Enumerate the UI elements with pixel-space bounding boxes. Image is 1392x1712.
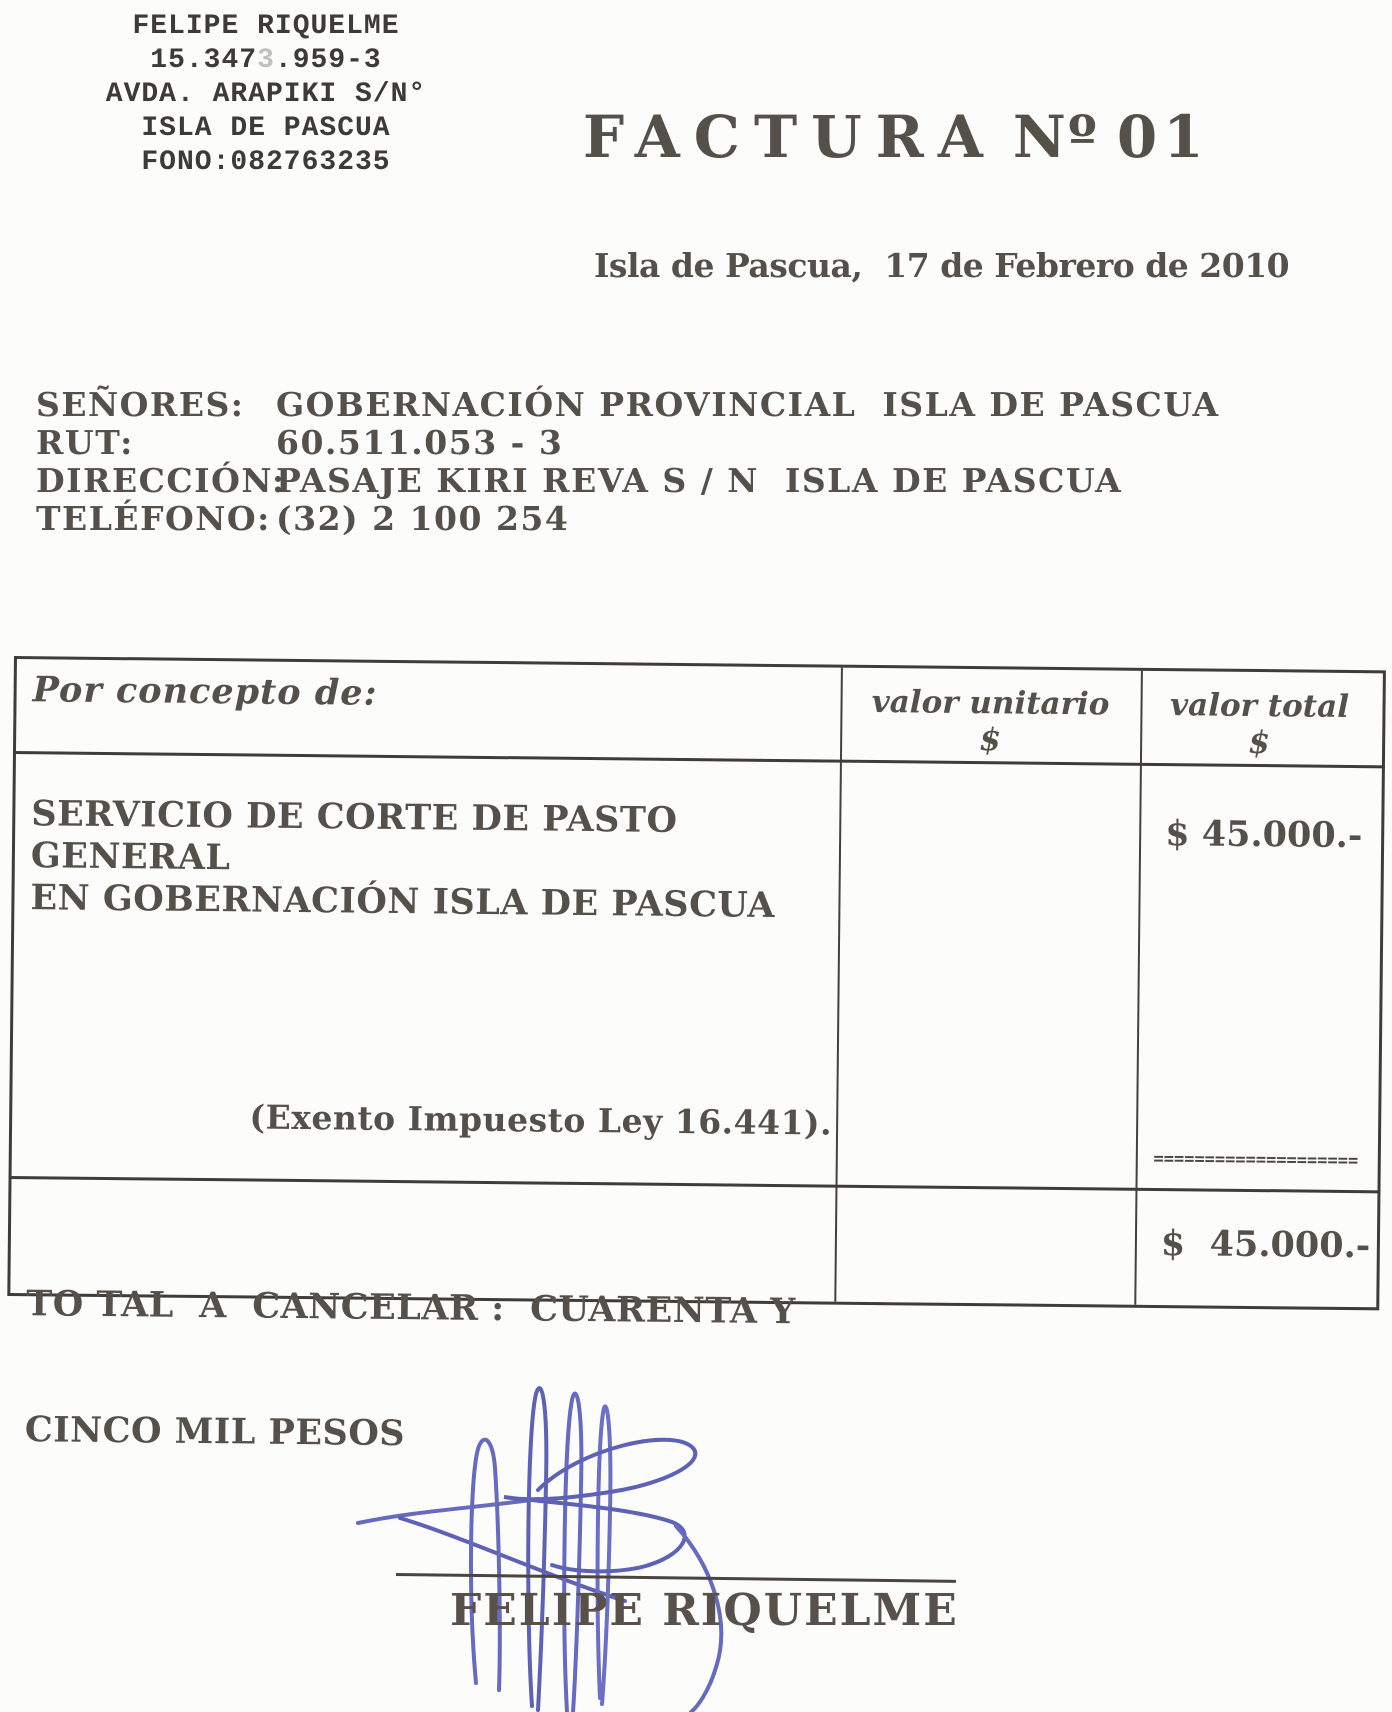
total-unit-value	[837, 1220, 1133, 1223]
supplier-phone: FONO:082763235	[141, 147, 391, 178]
invoice-title	[583, 103, 1210, 171]
header-concept: Por concepto de:	[32, 669, 378, 714]
item-description-line2: EN GOBERNACIÓN ISLA DE PASCUA	[30, 877, 776, 926]
invoice-number: 01	[1116, 103, 1210, 171]
client-row-senores	[36, 385, 1220, 424]
client-label: TELÉFONO:	[36, 499, 271, 538]
concept-table	[7, 656, 1386, 1455]
client-row-telefono	[36, 499, 1220, 538]
column-divider-2	[1134, 671, 1143, 1305]
client-row-direccion	[36, 461, 1220, 500]
client-row-rut	[36, 423, 1220, 462]
header-total-label: valor total	[1169, 687, 1350, 725]
total-amount: $ 45.000.-	[1160, 1223, 1371, 1267]
column-divider-1	[834, 668, 843, 1302]
total-label-line1: TO TAL A CANCELAR : CUARENTA Y	[26, 1283, 796, 1333]
client-label: RUT:	[36, 423, 134, 462]
client-value: PASAJE KIRI REVA S / N ISLA DE PASCUA	[276, 461, 1123, 500]
item-description	[30, 793, 841, 927]
client-value: 60.511.053 - 3	[276, 423, 564, 462]
signature-name: FELIPE RIQUELME	[450, 1585, 959, 1636]
total-row-divider	[9, 1176, 1381, 1193]
supplier-address: AVDA. ARAPIKI S/N°	[105, 79, 427, 110]
client-value: GOBERNACIÓN PROVINCIAL ISLA DE PASCUA	[276, 385, 1220, 424]
supplier-letterhead	[84, 10, 448, 180]
item-description-line1: SERVICIO DE CORTE DE PASTO GENERAL	[30, 793, 678, 879]
client-block	[36, 385, 1220, 540]
item-unit-value	[841, 810, 1137, 813]
invoice-number-sign: Nº	[1012, 103, 1099, 171]
header-total-symbol: $	[1248, 724, 1271, 762]
header-total-value	[1142, 687, 1377, 763]
header-unit-label: valor unitario	[871, 683, 1110, 723]
total-underline-dashes: ====================	[1153, 1148, 1359, 1172]
supplier-rut: 15.3473.959-3	[150, 45, 382, 76]
client-value: (32) 2 100 254	[276, 499, 570, 538]
invoice-date: Isla de Pascua, 17 de Febrero de 2010	[594, 246, 1290, 285]
total-label-line2: CINCO MIL PESOS	[24, 1409, 406, 1455]
item-total-value: $ 45.000.-	[1164, 813, 1363, 857]
invoice-title-word: FACTURA	[583, 103, 997, 171]
supplier-city: ISLA DE PASCUA	[141, 113, 391, 144]
client-label: DIRECCIÓN:	[36, 461, 286, 500]
tax-exempt-note: (Exento Impuesto Ley 16.441).	[249, 1097, 833, 1143]
header-unit-symbol: $	[979, 722, 1002, 759]
supplier-name: FELIPE RIQUELME	[132, 11, 400, 42]
smudged-digit: 3	[257, 45, 275, 76]
signature-ink	[280, 1368, 920, 1712]
header-unit-value	[842, 684, 1139, 761]
client-label: SEÑORES:	[36, 385, 245, 424]
